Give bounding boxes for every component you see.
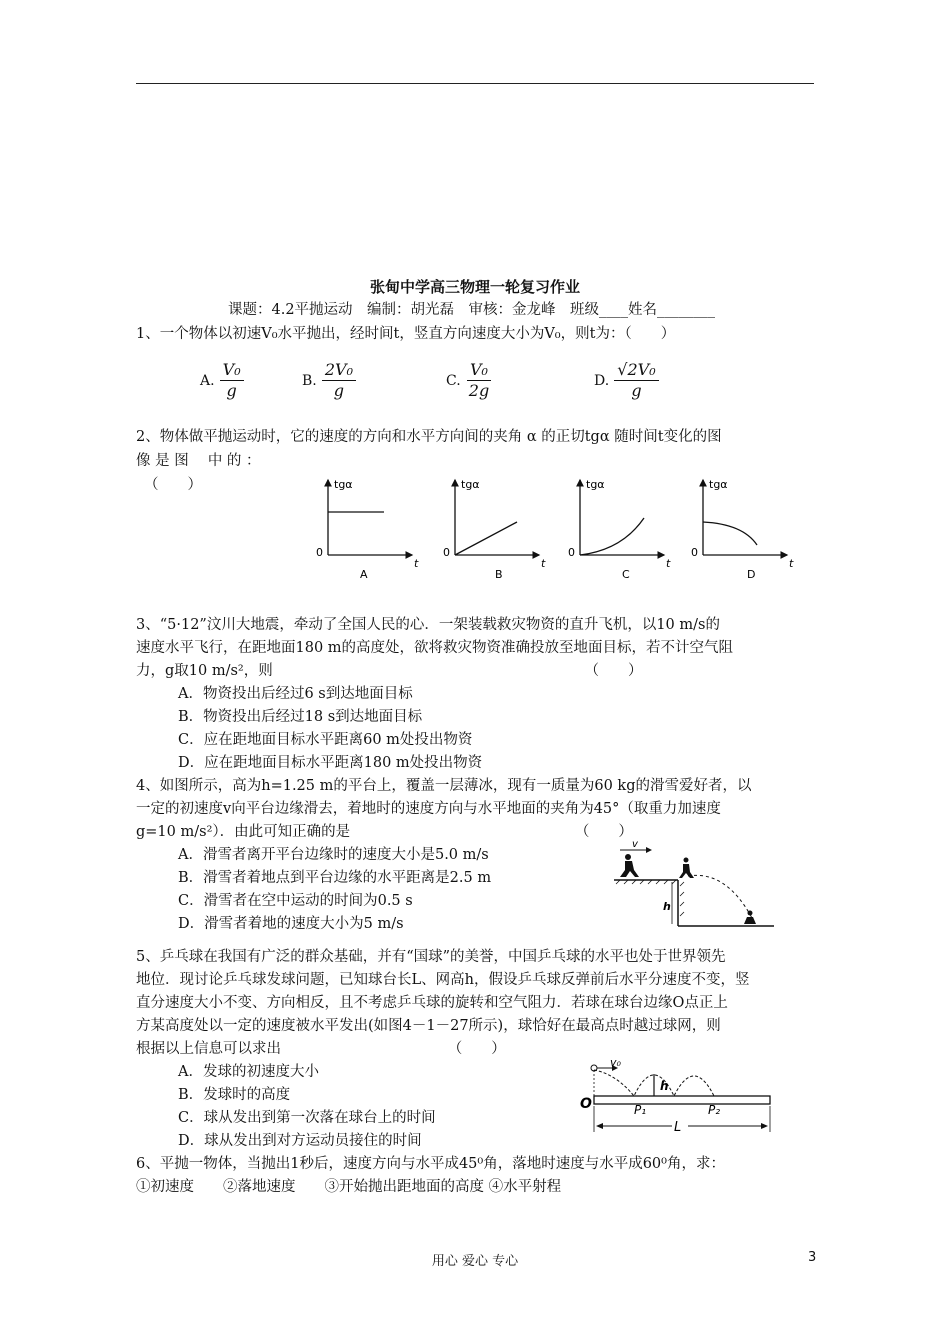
graph-b-label: B	[495, 568, 503, 581]
q1-stem: 1、一个物体以初速V₀水平抛出，经时间t，竖直方向速度大小为V₀，则t为：（ ）	[136, 326, 676, 342]
q3-option-a: A．物资投出后经过6 s到达地面目标	[178, 686, 413, 702]
graph-a-origin: 0	[316, 546, 323, 559]
graph-b-ylabel: tgα	[461, 478, 480, 491]
graph-c-ylabel: tgα	[586, 478, 605, 491]
q4-option-d: D．滑雪者着地的速度大小为5 m/s	[178, 916, 404, 932]
q5-fig-v0: v₀	[610, 1056, 621, 1069]
q3-option-d: D．应在距地面目标水平距离180 m处投出物资	[178, 755, 483, 771]
q3-line3: 力，g取10 m/s²，则 （ ）	[136, 663, 643, 679]
graph-b-xlabel: t	[541, 557, 546, 570]
subtitle: 课题：4.2平抛运动 编制：胡光磊 审核：金龙峰 班级____姓名________	[228, 302, 716, 318]
q4-line1: 4、如图所示，高为h=1.25 m的平台上，覆盖一层薄冰，现有一质量为60 kg的滑雪爱好者，以	[136, 778, 752, 794]
graph-c-origin: 0	[568, 546, 575, 559]
graph-d-label: D	[747, 568, 756, 581]
q1-option-b: B. $\frac{\text{2V₀}}{g}$	[302, 360, 356, 401]
q5-fig-p2: P₂	[708, 1103, 721, 1117]
graph-a-ylabel: tgα	[334, 478, 353, 491]
q5-option-b: B．发球时的高度	[178, 1087, 291, 1103]
graph-d-ylabel: tgα	[709, 478, 728, 491]
header-rule	[136, 83, 814, 84]
q2-graphs	[310, 470, 810, 585]
q5-option-c: C．球从发出到第一次落在球台上的时间	[178, 1110, 436, 1126]
q4-fig-v: v	[632, 840, 638, 850]
q5-figure	[576, 1056, 782, 1136]
skier-icon	[620, 854, 639, 877]
skier-edge-icon	[679, 858, 694, 879]
q4-figure	[606, 840, 778, 930]
graph-a	[316, 478, 419, 581]
q4-option-b: B．滑雪者着地点到平台边缘的水平距离是2.5 m	[178, 870, 492, 886]
q3-line2: 速度水平飞行，在距地面180 m的高度处，欲将救灾物资准确投放至地面目标，若不计空气阻	[136, 640, 734, 656]
q2-line3: （ ）	[144, 477, 202, 493]
q4-line2: 一定的初速度v向平台边缘滑去，着地时的速度方向与水平地面的夹角为45°（取重力加速度	[136, 801, 721, 817]
fraction: $\frac{\text{V₀}}{g}$	[220, 360, 244, 401]
q5-fig-l: L	[674, 1120, 682, 1135]
q4-line3: g=10 m/s²）．由此可知正确的是 （ ）	[136, 824, 633, 840]
q5-fig-o: O	[580, 1096, 592, 1112]
q4-option-a: A．滑雪者离开平台边缘时的速度大小是5.0 m/s	[178, 847, 489, 863]
q5-option-d: D．球从发出到对方运动员接住的时间	[178, 1133, 422, 1149]
q5-line3: 直分速度大小不变、方向相反，且不考虑乒乓球的旋转和空气阻力．若球在球台边缘O点正上	[136, 995, 728, 1011]
q2-line2: 像 是 图 中 的 ：	[136, 453, 261, 469]
q2-line1: 2、物体做平抛运动时，它的速度的方向和水平方向间的夹角 α 的正切tgα 随时间t变化的图	[136, 429, 722, 445]
graph-d	[691, 478, 794, 581]
q1-option-d: D. $\frac{\text{√2V₀}}{g}$	[594, 360, 659, 401]
skier-landed-icon	[744, 911, 756, 925]
q1-option-a: A. $\frac{\text{V₀}}{g}$	[200, 360, 244, 401]
graph-b	[443, 478, 546, 581]
graph-d-origin: 0	[691, 546, 698, 559]
q3-option-c: C．应在距地面目标水平距离60 m处投出物资	[178, 732, 473, 748]
graph-b-origin: 0	[443, 546, 450, 559]
graph-c-xlabel: t	[666, 557, 671, 570]
graph-c	[568, 478, 671, 581]
graph-a-label: A	[360, 568, 368, 581]
q1-option-c: C. $\frac{\text{V₀}}{2g}$	[446, 360, 492, 401]
fraction: $\frac{\text{√2V₀}}{g}$	[614, 360, 658, 401]
q6-line1: 6、平抛一物体，当抛出1秒后，速度方向与水平成45⁰角，落地时速度与水平成60⁰角，求：	[136, 1156, 725, 1172]
page-number: 3	[808, 1250, 817, 1265]
q4-fig-h: h	[663, 900, 671, 913]
graph-d-xlabel: t	[789, 557, 794, 570]
graph-a-xlabel: t	[414, 557, 419, 570]
curve-c	[580, 518, 644, 555]
q6-line2: ①初速度 ②落地速度 ③开始抛出距地面的高度 ④水平射程	[136, 1179, 562, 1195]
curve-b	[455, 522, 517, 555]
fraction: $\frac{\text{V₀}}{2g}$	[468, 360, 490, 400]
q5-line4: 方某高度处以一定的速度被水平发出(如图4－1－27所示)，球恰好在最高点时越过球网，则	[136, 1018, 721, 1034]
curve-d	[703, 522, 757, 545]
q5-line2: 地位．现讨论乒乓球发球问题，已知球台长L、网高h，假设乒乓球反弹前后水平分速度不变，竖	[136, 972, 750, 988]
page-title: 张甸中学高三物理一轮复习作业	[369, 278, 580, 296]
q5-line1: 5、乒乓球在我国有广泛的群众基础，并有“国球”的美誉，中国乒乓球的水平也处于世界领先	[136, 949, 726, 965]
page-footer: 用心 爱心 专心	[431, 1254, 519, 1269]
q5-line5: 根据以上信息可以求出 （ ）	[136, 1041, 506, 1057]
q5-fig-p1: P₁	[634, 1103, 647, 1117]
fraction: $\frac{\text{2V₀}}{g}$	[322, 360, 356, 401]
q5-fig-h: h	[660, 1079, 669, 1093]
q3-line1: 3、“5·12”汶川大地震，牵动了全国人民的心．一架装载救灾物资的直升飞机，以10 m/s的	[136, 617, 720, 633]
q4-option-c: C．滑雪者在空中运动的时间为0.5 s	[178, 893, 413, 909]
graph-c-label: C	[622, 568, 630, 581]
q5-option-a: A．发球的初速度大小	[178, 1064, 319, 1080]
q3-option-b: B．物资投出后经过18 s到达地面目标	[178, 709, 423, 725]
